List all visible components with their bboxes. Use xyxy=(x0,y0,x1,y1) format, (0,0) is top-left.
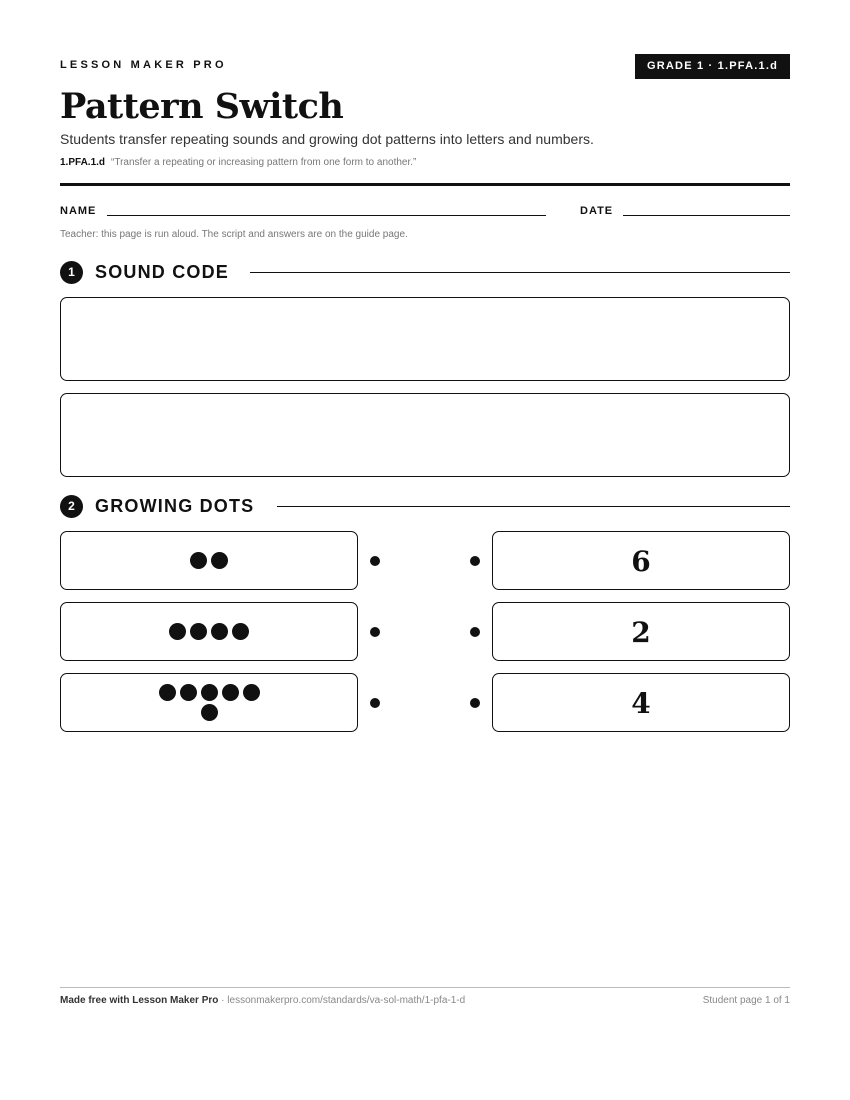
standard-line xyxy=(60,157,416,168)
dot-pattern-box-1 xyxy=(60,531,358,590)
sound-code-answer-box-2[interactable] xyxy=(60,393,790,477)
connector-dot-left-3[interactable] xyxy=(370,698,380,708)
dot xyxy=(190,552,207,569)
section-rule xyxy=(277,506,790,507)
footer-divider xyxy=(60,987,790,988)
dot xyxy=(159,684,176,701)
section-sound-code xyxy=(60,260,790,284)
teacher-note: Teacher: this page is run aloud. The script and answers are on the guide page. xyxy=(60,229,408,240)
number-value: 2 xyxy=(631,616,651,649)
section-rule xyxy=(250,272,790,273)
connector-dot-right-3[interactable] xyxy=(470,698,480,708)
number-value: 6 xyxy=(631,545,651,578)
dot-pattern xyxy=(61,684,357,722)
footer-credit xyxy=(60,995,465,1006)
number-box-3 xyxy=(492,673,790,732)
standard-code: 1.PFA.1.d xyxy=(60,157,106,168)
dot xyxy=(222,684,239,701)
name-label: NAME xyxy=(60,205,97,217)
dot xyxy=(211,552,228,569)
dot xyxy=(201,704,218,721)
dot xyxy=(190,623,207,640)
section-number-badge: 2 xyxy=(60,495,83,518)
dot xyxy=(232,623,249,640)
number-box-2 xyxy=(492,602,790,661)
footer-separator: · xyxy=(218,995,228,1006)
connector-dot-left-2[interactable] xyxy=(370,627,380,637)
brand-name: LESSON MAKER PRO xyxy=(60,59,227,71)
connector-dot-right-1[interactable] xyxy=(470,556,480,566)
dot xyxy=(180,684,197,701)
dot xyxy=(201,684,218,701)
connector-dot-right-2[interactable] xyxy=(470,627,480,637)
grade-badge: GRADE 1 · 1.PFA.1.d xyxy=(635,54,790,79)
footer-page-info: Student page 1 of 1 xyxy=(702,995,790,1006)
number-value: 4 xyxy=(631,687,651,720)
sound-code-answer-box-1[interactable] xyxy=(60,297,790,381)
page-title: Pattern Switch xyxy=(60,86,344,127)
section-number-badge: 1 xyxy=(60,261,83,284)
dot-pattern-box-3 xyxy=(60,673,358,732)
page-subtitle: Students transfer repeating sounds and growing dot patterns into letters and numbers. xyxy=(60,131,594,147)
dot xyxy=(211,623,228,640)
header-divider xyxy=(60,183,790,186)
dot-pattern xyxy=(61,552,357,570)
dot-pattern xyxy=(61,623,357,641)
dot xyxy=(169,623,186,640)
date-label: DATE xyxy=(580,205,614,217)
dot-pattern-box-2 xyxy=(60,602,358,661)
section-growing-dots xyxy=(60,494,790,518)
date-field[interactable] xyxy=(623,215,790,216)
standard-text: “Transfer a repeating or increasing pattern from one form to another.” xyxy=(111,157,417,168)
dot xyxy=(243,684,260,701)
section-title: GROWING DOTS xyxy=(95,496,255,516)
worksheet-page xyxy=(60,0,790,1100)
section-title: SOUND CODE xyxy=(95,262,230,282)
footer-url[interactable]: lessonmakerpro.com/standards/va-sol-math/1-pfa-1-d xyxy=(227,995,466,1006)
number-box-1 xyxy=(492,531,790,590)
connector-dot-left-1[interactable] xyxy=(370,556,380,566)
name-field[interactable] xyxy=(107,215,546,216)
footer-made-with: Made free with Lesson Maker Pro xyxy=(60,995,219,1006)
